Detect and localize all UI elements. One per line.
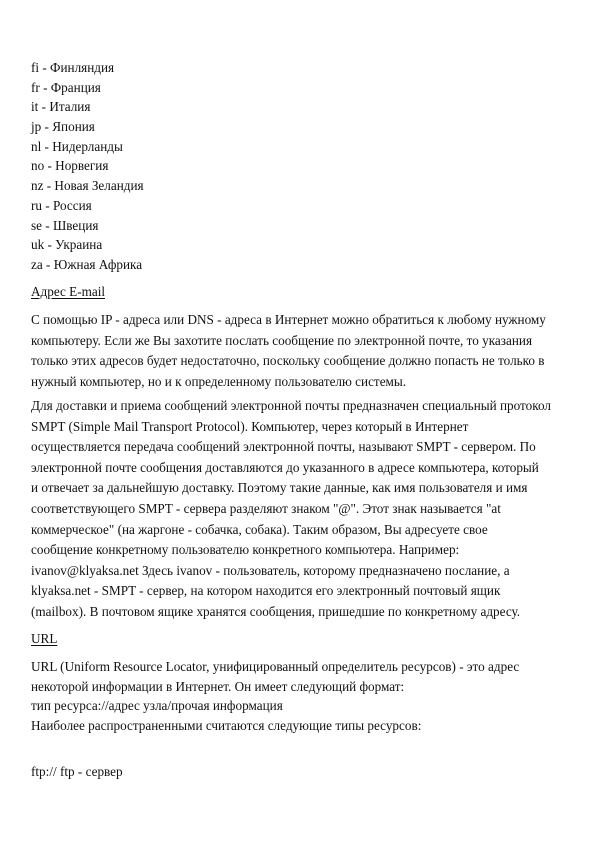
country-code-list bbox=[31, 58, 144, 275]
url-section-heading: URL bbox=[31, 631, 58, 646]
text-line: тип ресурса://адрес узла/прочая информация bbox=[31, 698, 283, 714]
text-line: осуществляется передача сообщений электронной почты, называют SMPT - сервером. По bbox=[31, 439, 536, 455]
resource-type-ftp: ftp:// ftp - сервер bbox=[31, 764, 123, 779]
text-line: коммерческое" (на жаргоне - собачка, собака). Таким образом, Вы адресуете свое bbox=[31, 521, 488, 537]
text-line: и отвечает за дальнейшую доставку. Поэтому такие данные, как имя пользователя и имя bbox=[31, 480, 528, 496]
text-line: компьютеру. Если же Вы захотите послать сообщение по электронной почте, то указания bbox=[31, 332, 533, 348]
list-item: fi - Финляндия bbox=[31, 60, 115, 75]
text-line: ivanov@klyaksa.net Здесь ivanov - пользователь, которому предназначено послание, а bbox=[31, 562, 510, 578]
email-section-heading: Адрес E-mail bbox=[31, 284, 106, 299]
url-paragraph bbox=[31, 657, 576, 735]
text-line: соответствующего SMPT - сервера разделяют знаком "@". Этот знак называется "at bbox=[31, 500, 501, 516]
text-line: электронной почте сообщения доставляются до указанного в адресе компьютера, который bbox=[31, 459, 539, 475]
email-paragraph-2 bbox=[31, 396, 576, 623]
list-item: no - Норвегия bbox=[31, 158, 109, 174]
list-item: ru - Россия bbox=[31, 197, 92, 213]
text-line: URL (Uniform Resource Locator, унифицированный определитель ресурсов) - это адрес bbox=[31, 659, 520, 674]
list-item: uk - Украина bbox=[31, 237, 103, 253]
text-line: сообщение конкретному пользователю конкретного компьютера. Например: bbox=[31, 542, 460, 558]
text-line: klyaksa.net - SMPT - сервер, на котором находится его электронный почтовый ящик bbox=[31, 583, 501, 599]
list-item: se - Швеция bbox=[31, 217, 99, 233]
list-item: nl - Нидерланды bbox=[31, 138, 123, 154]
text-line: SMPT (Simple Mail Transport Protocol). Компьютер, через который в Интернет bbox=[31, 418, 469, 434]
text-line: Наиболее распространенными считаются следующие типы ресурсов: bbox=[31, 717, 422, 733]
email-paragraph-1 bbox=[31, 310, 576, 392]
text-line: некоторой информации в Интернет. Он имеет следующий формат: bbox=[31, 678, 405, 694]
text-line: нужный компьютер, но и к определенному пользователю системы. bbox=[31, 373, 407, 389]
list-item: it - Италия bbox=[31, 99, 91, 115]
list-item: za - Южная Африка bbox=[31, 256, 143, 272]
text-line: Для доставки и приема сообщений электронной почты предназначен специальный протокол bbox=[31, 398, 551, 413]
list-item: jp - Япония bbox=[31, 119, 95, 135]
text-line: (mailbox). В почтовом ящике хранятся сообщения, пришедшие по конкретному адресу. bbox=[31, 603, 521, 619]
text-line: С помощью IP - адреса или DNS - адреса в Интернет можно обратиться к любому нужному bbox=[31, 312, 546, 327]
list-item: fr - Франция bbox=[31, 79, 101, 95]
text-line: только этих адресов будет недостаточно, поскольку сообщение должно попасть не только в bbox=[31, 353, 545, 369]
list-item: nz - Новая Зеландия bbox=[31, 178, 144, 194]
